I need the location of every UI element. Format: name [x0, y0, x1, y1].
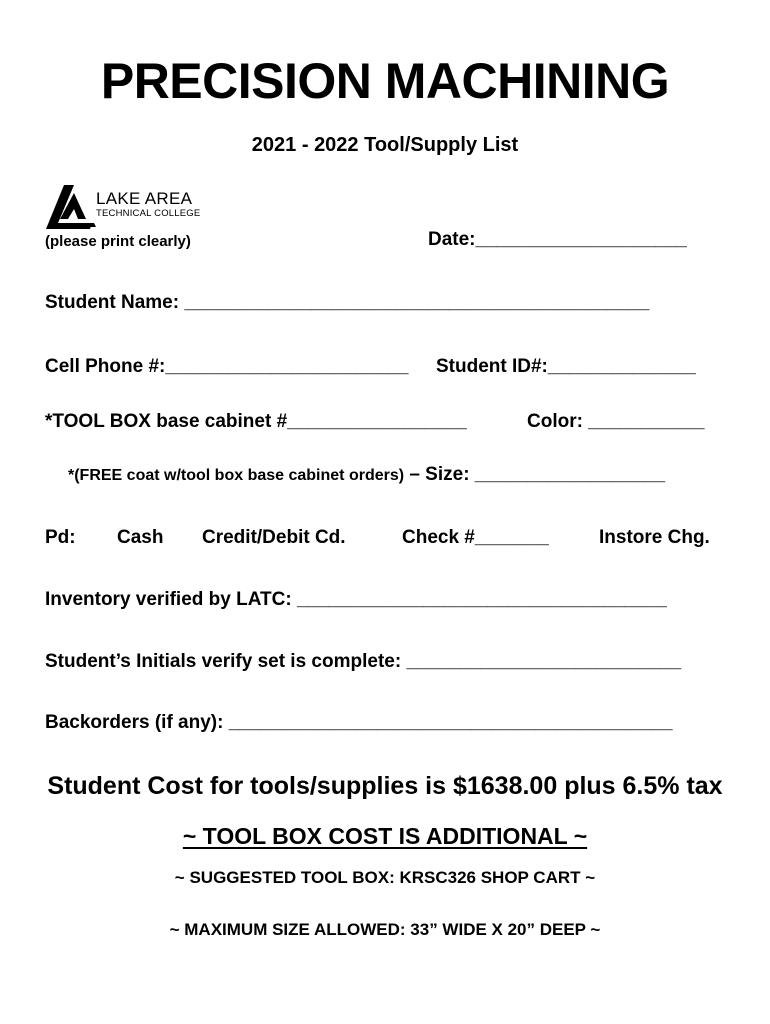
- lake-area-logo-icon: [44, 183, 96, 231]
- size-label: – Size: __________________: [404, 464, 666, 485]
- pay-credit-option[interactable]: Credit/Debit Cd.: [202, 527, 346, 548]
- max-size-note: ~ MAXIMUM SIZE ALLOWED: 33” WIDE X 20” DEEP ~: [169, 920, 601, 939]
- logo-text-main: LAKE AREA: [96, 189, 193, 208]
- logo-text-sub: TECHNICAL COLLEGE: [96, 208, 201, 219]
- toolbox-cost-text: ~ TOOL BOX COST IS ADDITIONAL ~: [182, 823, 588, 849]
- toolbox-cost-note: [0, 823, 770, 850]
- student-name-field[interactable]: Student Name: ____________________________________________: [45, 292, 650, 313]
- student-id-field[interactable]: Student ID#:______________: [436, 356, 696, 377]
- page-title: PRECISION MACHINING: [100, 53, 670, 109]
- date-field[interactable]: Date:____________________: [428, 229, 687, 250]
- pay-check-field[interactable]: Check #_______: [402, 527, 549, 548]
- backorders-field[interactable]: Backorders (if any): __________________________________________: [45, 712, 673, 733]
- color-field[interactable]: Color: ___________: [527, 411, 705, 432]
- print-note: (please print clearly): [45, 233, 191, 250]
- suggested-toolbox-note: ~ SUGGESTED TOOL BOX: KRSC326 SHOP CART ~: [174, 868, 596, 887]
- college-logo: [44, 183, 204, 231]
- inventory-verified-field[interactable]: Inventory verified by LATC: ___________________________________: [45, 589, 667, 610]
- cell-phone-field[interactable]: Cell Phone #:_______________________: [45, 356, 409, 377]
- free-coat-size-field[interactable]: [68, 464, 665, 486]
- paid-label: Pd:: [45, 527, 76, 548]
- student-initials-field[interactable]: Student’s Initials verify set is complete: __________________________: [45, 651, 682, 672]
- pay-cash-option[interactable]: Cash: [117, 527, 164, 548]
- page-subtitle: 2021 - 2022 Tool/Supply List: [251, 134, 519, 156]
- student-cost-statement: Student Cost for tools/supplies is $1638.00 plus 6.5% tax: [47, 772, 723, 800]
- pay-instore-option[interactable]: Instore Chg.: [599, 527, 710, 548]
- free-coat-note: *(FREE coat w/tool box base cabinet orders): [68, 467, 405, 484]
- toolbox-cabinet-field[interactable]: *TOOL BOX base cabinet #_________________: [45, 411, 467, 432]
